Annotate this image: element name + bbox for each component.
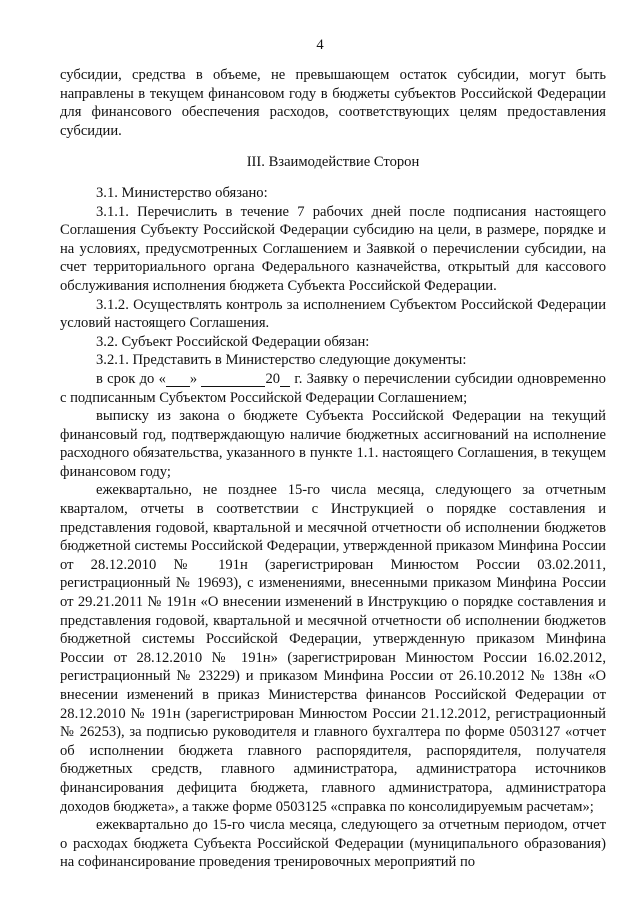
clause-3-1-2: 3.1.2. Осуществлять контроль за исполнением Субъектом Российской Федерации условий настоящего Соглашения. — [60, 296, 606, 332]
paragraph-quarterly-expenses: ежеквартально до 15-го числа месяца, следующего за отчетным периодом, отчет о расходах бюджета Субъекта Российской Федерации (муниципального образования) на софинансирование проведения тренировочных мероприятий по — [60, 817, 606, 871]
document-body — [60, 66, 606, 872]
day-blank — [166, 372, 190, 387]
clause-3-1-1: 3.1.1. Перечислить в течение 7 рабочих дней после подписания настоящего Соглашения Субъекту Российской Федерации субсидию на цели, в размере, порядке и на условиях, предусмотренных Соглашением и Заявкой о перечислении субсидии, на счет территориального органа Федерального казначейства, открытый для кассового обслуживания исполнения бюджета Субъекта Российской Федерации. — [60, 203, 606, 294]
year-blank — [280, 372, 290, 387]
deadline-paragraph — [60, 370, 606, 407]
clause-3-1: 3.1. Министерство обязано: — [96, 184, 268, 201]
month-blank — [201, 372, 265, 387]
paragraph-intro: субсидии, средства в объеме, не превышающем остаток субсидии, могут быть направлены в текущем финансовом году в бюджеты субъектов Российской Федерации для финансового обеспечения расходов, соответствующих целям предоставления субсидии. — [60, 67, 606, 139]
section-title: III. Взаимодействие Сторон — [246, 154, 420, 171]
deadline-rest: г. Заявку о перечислении субсидии одновременно с подписанным Субъектом Российской Федерации Соглашением; — [60, 370, 606, 406]
clause-3-2: 3.2. Субъект Российской Федерации обязан: — [96, 333, 370, 350]
clause-3-2-1: 3.2.1. Представить в Министерство следующие документы: — [96, 352, 467, 369]
quote-close: » — [189, 370, 198, 387]
year-prefix: 20 — [265, 370, 281, 387]
deadline-prefix: в срок до « — [96, 370, 166, 387]
paragraph-quarterly-reports: ежеквартально, не позднее 15-го числа месяца, следующего за отчетным кварталом, отчеты в соответствии с Инструкцией о порядке составления и представления годовой, квартальной и месячной отчетности об исполнении бюджетов бюджетной системы Российской Федерации, утвержденной приказом Минфина России от 28.12.2010 № 191н (зарегистрирован Минюстом России 03.02.2011, регистрационный № 19693), с изменениями, внесенными приказом Минфина России от 29.21.2011 № 191н «О внесении изменений в Инструкцию о порядке составления и представления годовой, квартальной и месячной отчетности об исполнении бюджетов бюджетной системы Российской Федерации, утвержденную приказом Минфина России от 28.12.2010 № 191н» (зарегистрирован Минюстом России 16.02.2012, регистрационный № 23229) и приказом Минфина России от 26.10.2012 № 138н «О внесении изменений в приказ Министерства финансов Российской Федерации от 28.12.2010 № 191н (зарегистрирован Минюстом России 21.12.2012, регистрационный № 26253), за подписью руководителя и главного бухгалтера по форме 0503127 «отчет об исполнении бюджета главного распорядителя, распорядителя, получателя бюджетных средств, главного администратора, администратора источников финансирования дефицита бюджета, главного администратора, администратора доходов бюджета», а также форме 0503125 «справка по консолидируемым расчетам»; — [60, 482, 606, 815]
paragraph-budget-extract: выписку из закона о бюджете Субъекта Российской Федерации на текущий финансовый год, подтверждающую наличие бюджетных ассигнований на исполнение расходного обязательства, указанного в пункте 1.1. настоящего Соглашения, в текущем финансовом году; — [60, 408, 606, 480]
page-number: 4 — [316, 37, 324, 53]
